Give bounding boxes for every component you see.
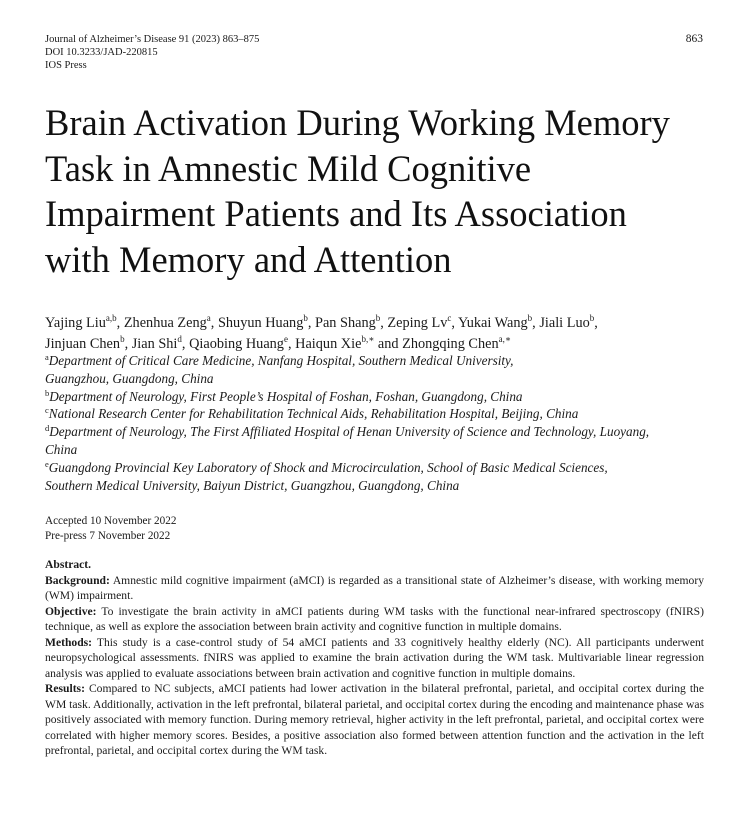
article-title <box>45 100 735 282</box>
abstract <box>45 557 704 759</box>
doi[interactable]: DOI 10.3233/JAD-220815 <box>45 47 158 58</box>
title-line: with Memory and Attention <box>45 238 452 280</box>
prepress-date: Pre-press 7 November 2022 <box>45 530 171 542</box>
author[interactable]: Shuyun Huang$^b$ <box>217 313 308 331</box>
author[interactable]: Jian Shi$^d$ <box>131 333 182 352</box>
affiliation: $^d$Department of Neurology, The First Affiliated Hospital of Henan University of Science and Technology, Luoyang, China <box>45 423 650 457</box>
abstract-results: Results: Compared to NC subjects, aMCI patients had lower activation in the bilateral prefrontal, parietal, and occipital cortex during the WM task. Additionally, activation in the left prefrontal, bilateral parietal, and occipital cortex during the encoding and maintenance phase was positively associated with memory function. During memory retrieval, higher activity in the left prefrontal, parietal, and occipital cortex were correlated with higher memory scores. Besides, a positive association also formed between attention function and the activation in the left prefrontal, parietal, and occipital cortex during the WM task. <box>45 682 704 757</box>
journal-header <box>45 33 259 72</box>
abstract-methods: Methods: This study is a case-control study of 54 aMCI patients and 33 cognitively healthy elderly (NC). All participants underwent neuropsychological assessments. fNIRS was applied to examine the brain activation during the WM task. Multivariable linear regression analysis was applied to evaluate associations between brain activation and cognitive function in multiple domains. <box>45 635 704 680</box>
title-line: Task in Amnestic Mild Cognitive <box>45 147 532 189</box>
author[interactable]: Qiaobing Huang$^e$ <box>189 333 288 352</box>
publication-dates <box>45 514 176 544</box>
author[interactable]: Zhenhua Zeng$^a$ <box>123 313 211 331</box>
affiliation: $^e$Guangdong Provincial Key Laboratory of Shock and Microcirculation, School of Basic Medical Sciences, Southern Medical University, Baiyun District, Guangzhou, Guangdong, China <box>45 458 608 493</box>
author[interactable]: Jiali Luo$^b$ <box>539 313 595 331</box>
page-number: 863 <box>685 33 703 45</box>
author[interactable]: Yukai Wang$^b$ <box>458 313 533 331</box>
title-line: Brain Activation During Working Memory <box>45 102 670 143</box>
author-list: Yajing Liu$^{a,b}$, Zhenhua Zeng$^a$, Shuyun Huang$^b$, Pan Shang$^b$, Zeping Lv$^c$, Yukai Wang$^b$, Jiali Luo$^b$, Jinjuan Chen$^b$, Jian Shi$^d$, Qiaobing Huang$^e$, Haiqun Xie$^{b,∗}$ and Zhongqing Chen$^{a,∗}$ <box>45 313 598 352</box>
author[interactable]: Yajing Liu$^{a,b}$ <box>45 313 117 331</box>
affiliation: $^a$Department of Critical Care Medicine, Nanfang Hospital, Southern Medical University, Guangzhou, Guangdong, China <box>45 352 514 386</box>
publisher: IOS Press <box>45 60 87 71</box>
affiliations <box>45 352 707 494</box>
author[interactable]: Jinjuan Chen$^b$ <box>45 333 125 352</box>
author[interactable]: Pan Shang$^b$ <box>315 313 381 331</box>
abstract-background: Background: Amnestic mild cognitive impairment (aMCI) is regarded as a transitional state of Alzheimer’s disease, with working memory (WM) impairment. <box>45 573 705 602</box>
author[interactable]: Zeping Lv$^c$ <box>387 313 452 331</box>
affiliation: $^b$Department of Neurology, First People’s Hospital of Foshan, Foshan, Guangdong, China <box>45 387 523 404</box>
abstract-objective: Objective: To investigate the brain activity in aMCI patients during WM tasks with the functional near-infrared spectroscopy (fNIRS) technique, as well as explore the association between brain activity and cognitive function in multiple domains. <box>45 604 704 633</box>
abstract-heading: Abstract. <box>45 558 92 571</box>
author[interactable]: Haiqun Xie$^{b,∗}$ <box>295 333 375 352</box>
author[interactable]: Zhongqing Chen$^{a,∗}$ <box>402 333 511 352</box>
affiliation: $^c$National Research Center for Rehabilitation Technical Aids, Rehabilitation Hospital, Beijing, China <box>45 405 579 422</box>
title-line: Impairment Patients and Its Association <box>45 193 627 234</box>
journal-citation: Journal of Alzheimer’s Disease 91 (2023) 863–875 <box>45 34 260 45</box>
accepted-date: Accepted 10 November 2022 <box>45 515 177 527</box>
